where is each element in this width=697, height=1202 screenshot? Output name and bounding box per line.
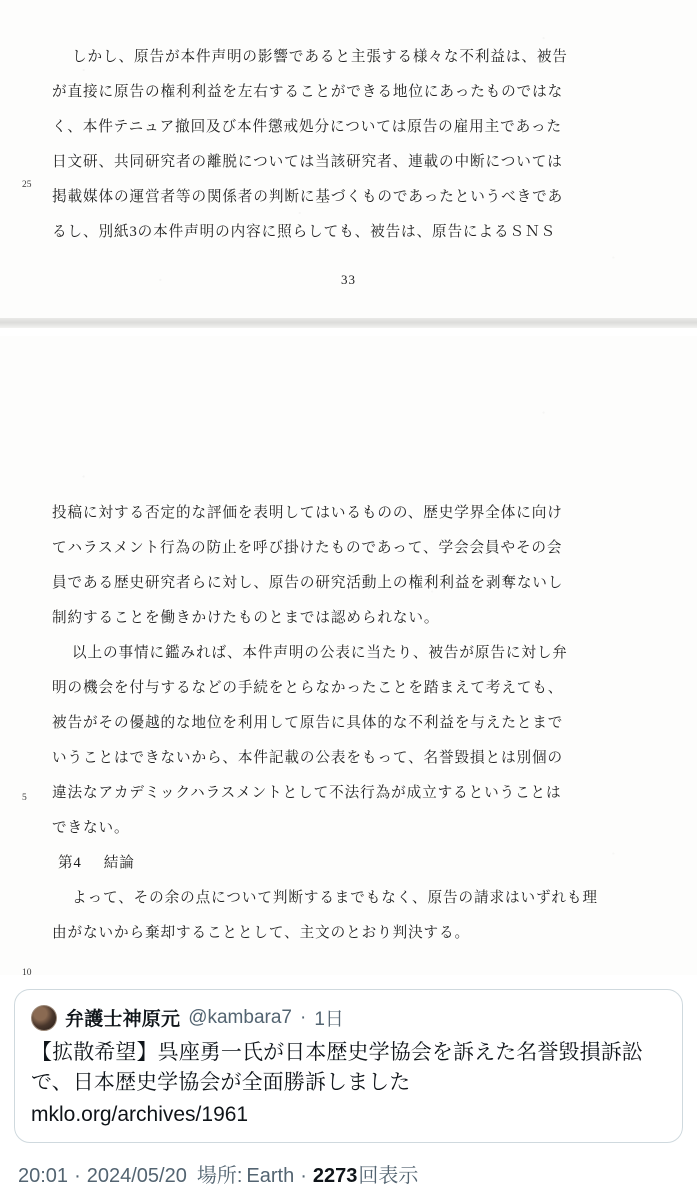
separator-dot: · xyxy=(299,1006,307,1028)
document-line: 違法なアカデミックハラスメントとして不法行為が成立するということは xyxy=(52,785,562,801)
section-label: 第4 xyxy=(58,855,82,871)
timestamp-relative[interactable]: 1日 xyxy=(314,1009,344,1030)
document-page-34 xyxy=(0,336,697,978)
document-line: 掲載媒体の運営者等の関係者の判断に基づくものであったというべきであ xyxy=(52,189,564,205)
document-line: 員である歴史研究者らに対し、原告の研究活動上の権利利益を剥奪ないし xyxy=(52,575,564,591)
view-count-label: 回表示 xyxy=(358,1165,419,1187)
document-line: が直接に原告の権利利益を左右することができる地位にあったものではな xyxy=(52,84,564,100)
quoted-tweet-header xyxy=(31,1004,666,1031)
document-line: 制約することを働きかけたものとまでは認められない。 xyxy=(52,610,440,626)
document-line: 明の機会を付与するなどの手続をとらなかったことを踏まえて考えても、 xyxy=(52,680,564,696)
page-gap xyxy=(0,328,697,336)
document-section-heading xyxy=(52,846,645,881)
document-line: 日文研、共同研究者の離脱については当該研究者、連載の中断については xyxy=(52,154,563,170)
document-line: 投稿に対する否定的な評価を表明してはいるものの、歴史学界全体に向け xyxy=(52,505,563,521)
meta-separator: · xyxy=(300,1165,307,1187)
tweet-metadata-row xyxy=(0,1143,697,1202)
view-count: 2273 xyxy=(312,1165,358,1187)
document-page-number: 33 xyxy=(341,272,356,287)
author-display-name[interactable]: 弁護士神原元 xyxy=(65,1009,181,1030)
location-value[interactable]: Earth xyxy=(246,1165,295,1187)
document-page-33 xyxy=(0,0,697,318)
line-number-marker: 10 xyxy=(22,968,32,978)
document-line: 由がないから棄却することとして、主文のとおり判決する。 xyxy=(52,925,471,941)
document-line: 以上の事情に鑑みれば、本件声明の公表に当たり、被告が原告に対し弁 xyxy=(72,645,568,661)
tweet-link[interactable]: mklo.org/archives/1961 xyxy=(31,1103,249,1126)
section-title: 結論 xyxy=(103,855,135,871)
quoted-tweet-card[interactable] xyxy=(14,989,683,1143)
document-line: く、本件テニュア撤回及び本件懲戒処分については原告の雇用主であった xyxy=(52,119,562,135)
document-line: いうことはできないから、本件記載の公表をもって、名誉毀損とは別個の xyxy=(52,750,564,766)
author-handle[interactable]: @kambara7 xyxy=(188,1006,292,1028)
line-number-marker: 25 xyxy=(22,180,32,190)
line-number-marker: 5 xyxy=(22,793,27,803)
tweet-time: 20:01 xyxy=(18,1165,69,1187)
document-line: 被告がその優越的な地位を利用して原告に具体的な不利益を与えたとまで xyxy=(52,715,564,731)
avatar[interactable] xyxy=(31,1005,57,1031)
document-line: しかし、原告が本件声明の影響であると主張する様々な不利益は、被告 xyxy=(72,49,568,65)
tweet-date: 2024/05/20 xyxy=(86,1165,187,1187)
document-line: できない。 xyxy=(52,820,130,836)
document-line: るし、別紙3の本件声明の内容に照らしても、被告は、原告によるＳＮＳ xyxy=(52,224,556,240)
page-top-margin xyxy=(52,336,645,496)
document-line: てハラスメント行為の防止を呼び掛けたものであって、学会会員やその会 xyxy=(52,540,563,556)
document-line: よって、その余の点について判断するまでもなく、原告の請求はいずれも理 xyxy=(72,890,598,906)
meta-separator: · xyxy=(74,1165,81,1187)
page-edge-divider xyxy=(0,318,697,328)
quoted-tweet-text: 【拡散希望】呉座勇一氏が日本歴史学協会を訴えた名誉毀損訴訟で、日本歴史学協会が全面勝訴しました xyxy=(31,1041,643,1094)
location-label: 場所: xyxy=(196,1165,243,1187)
